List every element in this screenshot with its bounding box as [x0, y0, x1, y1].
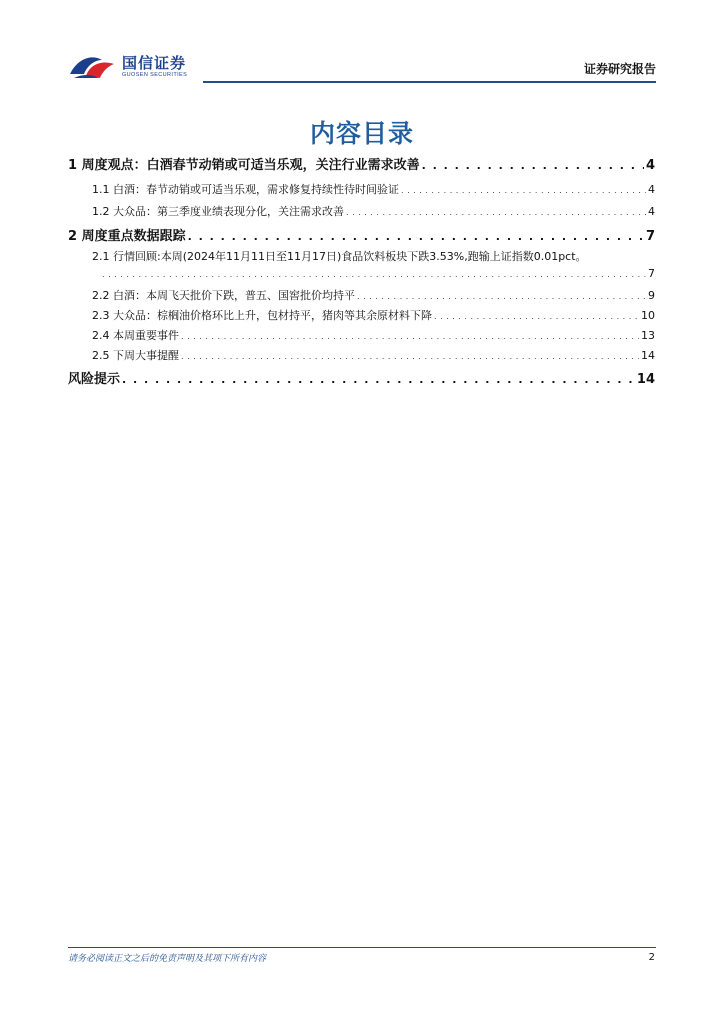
toc-entry-label: 1 周度观点：白酒春节动销或可适当乐观，关注行业需求改善 [68, 158, 420, 173]
toc-entry-label: 2.2 白酒：本周飞天批价下跌，普五、国窖批价均持平 [92, 289, 355, 302]
toc-entry-page: 13 [641, 329, 655, 342]
toc-entry-2-1-label[interactable]: 2.1 行情回顾:本周(2024年11月11日至11月17日)食品饮料板块下跌3.53%,跑输上证指数0.01pct。 [92, 250, 587, 263]
toc-leader-dots [401, 186, 646, 195]
toc-entry-label: 1.1 白酒：春节动销或可适当乐观，需求修复持续性待时间验证 [92, 183, 399, 196]
toc-leader-dots [102, 270, 646, 279]
toc-entry-label: 1.2 大众品：第三季度业绩表现分化，关注需求改善 [92, 205, 344, 218]
toc-leader-dots [181, 332, 639, 341]
toc-entry-2-5[interactable] [68, 347, 655, 363]
toc-entry-label: 2.4 本周重要事件 [92, 329, 179, 342]
toc-leader-dots [357, 292, 646, 301]
toc-entry-page: 7 [645, 229, 655, 244]
toc-entry-page: 14 [641, 349, 655, 362]
header-divider [203, 81, 656, 83]
toc-leader-dots [434, 312, 639, 321]
toc-entry-2-1-continuation[interactable] [68, 267, 655, 280]
toc-entry-2[interactable] [68, 225, 655, 244]
toc-leader-dots [346, 208, 646, 217]
brand-name-cn: 国信证券 [122, 54, 187, 72]
report-type-label: 证券研究报告 [583, 62, 656, 76]
toc-leader-dots [181, 352, 639, 361]
page-header [68, 50, 656, 86]
toc-entry-page: 14 [636, 372, 655, 387]
toc-entry-1-2[interactable] [68, 203, 655, 219]
logo-mark-icon [68, 52, 118, 82]
toc-entry-1-1[interactable] [68, 181, 655, 197]
toc-entry-label: 2.5 下周大事提醒 [92, 349, 179, 362]
toc-title: 内容目录 [309, 119, 414, 148]
toc-entry-page: 4 [648, 183, 655, 196]
toc-entry-2-2[interactable] [68, 287, 655, 303]
toc-entry-2-3[interactable] [68, 307, 655, 323]
toc-entry-page: 9 [648, 289, 655, 302]
toc-entry-label: 风险提示 [68, 372, 121, 387]
toc-entry-page: 10 [641, 309, 655, 322]
footer-disclaimer: 请务必阅读正文之后的免责声明及其项下所有内容 [68, 954, 267, 964]
toc-entry-page: 4 [648, 205, 655, 218]
toc-entry-page: 7 [648, 267, 655, 280]
brand-name-en: GUOSEN SECURITIES [122, 72, 188, 78]
guosen-logo [68, 50, 208, 84]
toc-entry-2-4[interactable] [68, 327, 655, 343]
toc-entry-1[interactable] [68, 154, 655, 173]
toc-entry-page: 4 [645, 158, 655, 173]
footer-divider [68, 947, 656, 948]
toc-leader-dots [122, 373, 635, 386]
toc-leader-dots [422, 159, 644, 172]
toc-leader-dots [188, 230, 644, 243]
toc-entry-risk[interactable] [68, 368, 655, 387]
toc-entry-label: 2.3 大众品：棕榈油价格环比上升，包材持平，猪肉等其余原材料下降 [92, 309, 432, 322]
toc-entry-label: 2 周度重点数据跟踪 [68, 229, 186, 244]
page-number: 2 [648, 952, 655, 963]
